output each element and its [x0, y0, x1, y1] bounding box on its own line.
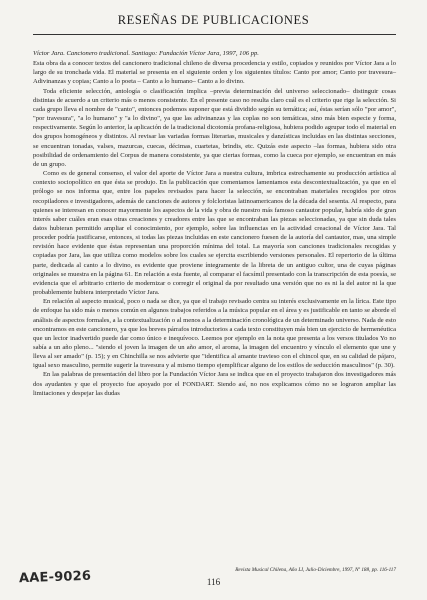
header-rule	[33, 34, 396, 35]
handwritten-catalog-stamp: AAE-9026	[18, 568, 92, 587]
paragraph-3: Como es de general consenso, el valor del aporte de Víctor Jara a nuestra cultura, imbrica estrechamente su producción artística al contexto sociopolítico en que ésta se produjo. En la publicación que comentamos lamentamos esta descontextualización, ya que en el prólogo se nos informa que, entre los papeles revisados para hacer la selección, se encontraban materiales recogidos por otros recopiladores e investigadores, además de canciones de autores y folcloristas latinoamericanos de la década del sesenta. Al respecto, para quienes se interesan en conocer mayormente los aspectos de la vida y obra de nuestro más famoso cantautor popular, habría sido de gran interés saber cuáles eran esas otras creaciones y creadores entre las que se encontraban las piezas seleccionadas, ya que sin duda tales datos hubieran permitido ampliar el conocimiento, por ejemplo, sobre las influencias en la actividad creacional de Víctor Jara. Tal proceder podría justificarse, entonces, si todas las piezas incluidas en este cancionero fuesen de la autoría del cantautor, mas, una simple revisión hace evidente que éstas representan una proporción mínima del total. La mayoría son canciones tradicionales recogidas y copiadas por Jara, las que utiliza como modelos sobre los cuales se ejercita escribiendo versiones personales. El repertorio de la última parte, dedicada al canto a lo divino, es evidente que proviene íntegramente de la libreta de un antiguo cultor, una de cuyas páginas originales se muestra en la página 61. En relación a esta fuente, al comparar el facsímil presentado con la transcripción de esta poesía, se evidencia que el arbitrario criterio de modernizar o corregir el original da por resultado una versión que no es ni la del autor ni la que probablemente hubiera interpretado Víctor Jara.	[33, 170, 396, 297]
paragraph-4: En relación al aspecto musical, poco o nada se dice, ya que el trabajo revisado centra su interés exclusivamente en la lírica. Este tipo de enfoque ha sido más o menos común en algunos trabajos referidos a la música popular en el área y es justificable en tanto se aborde el análisis de aspectos formales, a la contextualización o al menos a la determinación cronológica de un determinado universo. Nada de esto encontramos en este cancionero, ya que los breves párrafos introductorios a cada texto constituyen más bien un ejercicio de hermenéutica que un lector inadvertido puede dar como único e inequívoco. Leemos por ejemplo en la nota que presenta a los versos titulados Yo no sabía a un año pleno... "siendo el joven la imagen de un año amor, el aroma, la imagen del encuentro y vínculo el elemento que une y lleva al ser amado" (p. 15); y en Chinchilla se nos advierte que "identifica al amante travieso con el chincol que, en su calidad de pájaro, igual sexo masculino, permite sugerir la travesura y al mismo tiempo ejemplificar alguno de los estilos de seducción masculinos" (p. 30).	[33, 298, 396, 370]
paragraph-2: Toda eficiente selección, antología o clasificación implica –previa determinación del universo seleccionado– distinguir cosas distintas de acuerdo a un criterio más o menos consistente. En el presente caso no resulta claro cuál es el criterio que rige la selección. Si cada grupo lleva el nombre de "canto", entonces podemos suponer que está dividido según su temática; así, éstas serían sólo "por amor", "por travesura", "a lo humano" y "a lo divino", ya que las adivinanzas y las coplas no son temáticas, sino más bien especie y forma, respectivamente. Según lo anterior, la aplicación de la tradicional dicotomía profana-religiosa, hubiera podido agrupar todo el material en dos grupos homogéneos y distintos. Al revisar las variadas formas literarias, musicales y danzísticas incluidas en las distintas secciones, se encuentran tonadas, valses, mazurcas, cuecas, décimas, cuartetas, brindis, etc. Quizás este aspecto –las formas, hubiera sido otra posibilidad de ordenamiento del Corpus de manera consistente, ya que ciertas formas, como la cueca por ejemplo, se encuentran en más de un grupo.	[33, 87, 396, 168]
paragraph-1: Esta obra da a conocer textos del cancionero tradicional chileno de diversa procedencia y estilo, copiados y reunidos por Víctor Jara a lo largo de su tronchada vida. El material se presenta en el siguiente orden y los siguientes títulos: Canto por amor; Canto por travesura– Adivinanzas y copias; Canto a lo poeta – Canto a lo humano– Canto a lo divino.	[33, 60, 396, 86]
section-title: RESEÑAS DE PUBLICACIONES	[117, 13, 310, 27]
journal-citation: Revista Musical Chilena, Año LI, Julio-Diciembre, 1997, Nº 188, pp. 116-117	[235, 567, 396, 573]
paragraph-5: En las palabras de presentación del libro por la Fundación Víctor Jara se indica que en el proyecto trabajaron dos investigadores más dos ayudantes y que el proyecto fue apoyado por el FONDART. Siendo así, no nos explicamos cómo no se lograron ampliar las limitaciones y despejar las dudas	[33, 371, 396, 397]
book-citation: Víctor Jara. Cancionero tradicional. Santiago: Fundación Víctor Jara, 1997, 106 pp.	[33, 50, 259, 57]
page-number: 116	[206, 577, 221, 587]
review-body	[33, 49, 396, 398]
